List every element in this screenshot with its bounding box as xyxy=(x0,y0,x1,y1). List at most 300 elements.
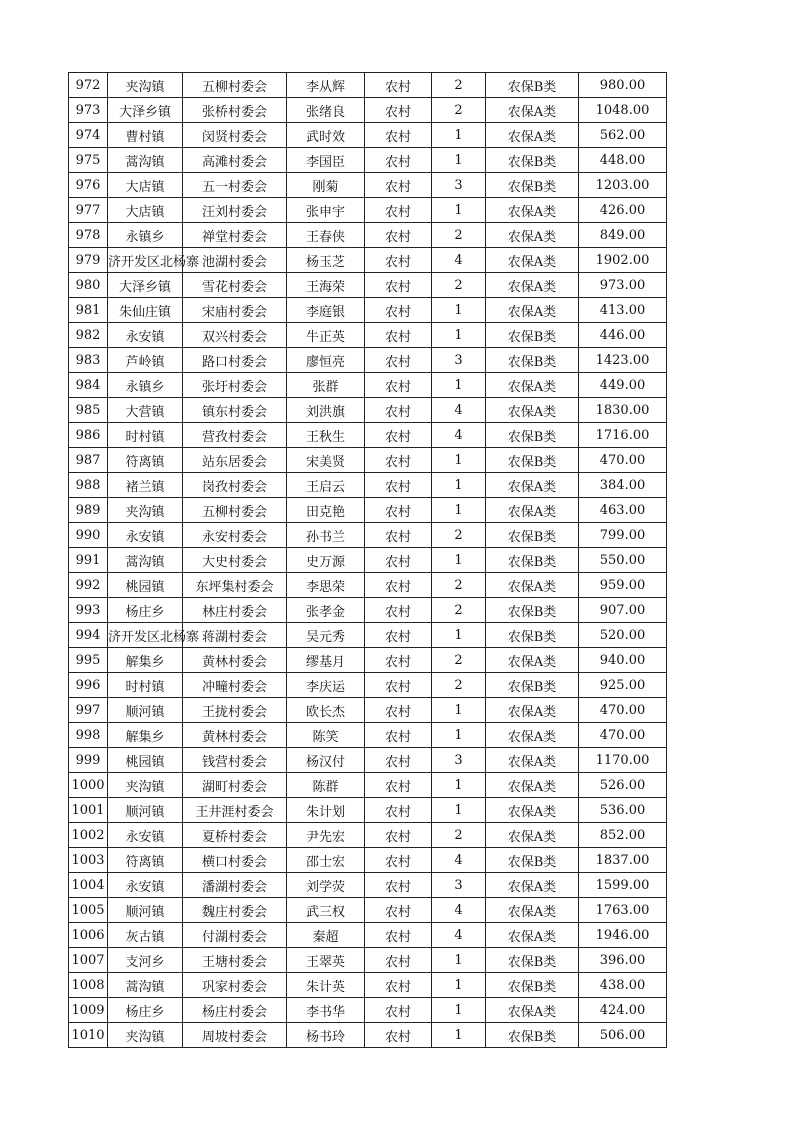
area-type-cell: 农村 xyxy=(365,373,432,398)
amount-cell: 1048.00 xyxy=(579,98,667,123)
household-size-cell: 1 xyxy=(432,698,486,723)
township-cell: 夹沟镇 xyxy=(108,73,183,98)
township-cell: 芦岭镇 xyxy=(108,348,183,373)
amount-cell: 1837.00 xyxy=(579,848,667,873)
table-row xyxy=(69,148,667,173)
insurance-category-cell: 农保A类 xyxy=(486,473,579,498)
area-type-cell: 农村 xyxy=(365,523,432,548)
insurance-category-cell: 农保A类 xyxy=(486,573,579,598)
row-number-cell: 972 xyxy=(69,73,108,98)
row-number-cell: 998 xyxy=(69,723,108,748)
household-size-cell: 1 xyxy=(432,998,486,1023)
row-number-cell: 1008 xyxy=(69,973,108,998)
township-cell: 永镇乡 xyxy=(108,373,183,398)
household-size-cell: 2 xyxy=(432,273,486,298)
area-type-cell: 农村 xyxy=(365,723,432,748)
person-name-cell: 李从辉 xyxy=(287,73,365,98)
amount-cell: 536.00 xyxy=(579,798,667,823)
table-row xyxy=(69,848,667,873)
roster-table xyxy=(68,72,667,1048)
insurance-category-cell: 农保B类 xyxy=(486,1023,579,1048)
household-size-cell: 1 xyxy=(432,1023,486,1048)
township-cell: 桃园镇 xyxy=(108,573,183,598)
person-name-cell: 杨书玲 xyxy=(287,1023,365,1048)
amount-cell: 973.00 xyxy=(579,273,667,298)
row-number-cell: 993 xyxy=(69,598,108,623)
township-cell: 曹村镇 xyxy=(108,123,183,148)
insurance-category-cell: 农保A类 xyxy=(486,898,579,923)
insurance-category-cell: 农保A类 xyxy=(486,373,579,398)
person-name-cell: 张群 xyxy=(287,373,365,398)
insurance-category-cell: 农保A类 xyxy=(486,823,579,848)
township-cell: 解集乡 xyxy=(108,723,183,748)
table-row xyxy=(69,548,667,573)
township-cell: 永安镇 xyxy=(108,873,183,898)
amount-cell: 526.00 xyxy=(579,773,667,798)
household-size-cell: 1 xyxy=(432,773,486,798)
amount-cell: 448.00 xyxy=(579,148,667,173)
row-number-cell: 973 xyxy=(69,98,108,123)
amount-cell: 1423.00 xyxy=(579,348,667,373)
household-size-cell: 3 xyxy=(432,748,486,773)
household-size-cell: 4 xyxy=(432,923,486,948)
township-cell: 夹沟镇 xyxy=(108,498,183,523)
insurance-category-cell: 农保A类 xyxy=(486,98,579,123)
row-number-cell: 996 xyxy=(69,673,108,698)
township-cell: 桃园镇 xyxy=(108,748,183,773)
township-cell: 济开发区北杨寨 xyxy=(108,623,183,648)
row-number-cell: 984 xyxy=(69,373,108,398)
table-row xyxy=(69,748,667,773)
amount-cell: 449.00 xyxy=(579,373,667,398)
township-cell: 杨庄乡 xyxy=(108,998,183,1023)
table-row xyxy=(69,598,667,623)
village-committee-cell: 杨庄村委会 xyxy=(183,998,287,1023)
insurance-category-cell: 农保B类 xyxy=(486,673,579,698)
person-name-cell: 王海荣 xyxy=(287,273,365,298)
table-row xyxy=(69,873,667,898)
household-size-cell: 1 xyxy=(432,298,486,323)
row-number-cell: 1001 xyxy=(69,798,108,823)
insurance-category-cell: 农保A类 xyxy=(486,248,579,273)
household-size-cell: 1 xyxy=(432,948,486,973)
household-size-cell: 4 xyxy=(432,848,486,873)
table-row xyxy=(69,348,667,373)
household-size-cell: 1 xyxy=(432,373,486,398)
person-name-cell: 王秋生 xyxy=(287,423,365,448)
person-name-cell: 王翠英 xyxy=(287,948,365,973)
village-committee-cell: 潘湖村委会 xyxy=(183,873,287,898)
roster-body xyxy=(69,73,667,1048)
village-committee-cell: 冲疃村委会 xyxy=(183,673,287,698)
amount-cell: 1946.00 xyxy=(579,923,667,948)
area-type-cell: 农村 xyxy=(365,923,432,948)
area-type-cell: 农村 xyxy=(365,798,432,823)
table-row xyxy=(69,698,667,723)
area-type-cell: 农村 xyxy=(365,173,432,198)
person-name-cell: 张申宇 xyxy=(287,198,365,223)
area-type-cell: 农村 xyxy=(365,323,432,348)
amount-cell: 438.00 xyxy=(579,973,667,998)
township-cell: 永安镇 xyxy=(108,823,183,848)
township-cell: 时村镇 xyxy=(108,423,183,448)
village-committee-cell: 王塘村委会 xyxy=(183,948,287,973)
village-committee-cell: 禅堂村委会 xyxy=(183,223,287,248)
row-number-cell: 979 xyxy=(69,248,108,273)
table-row xyxy=(69,473,667,498)
amount-cell: 506.00 xyxy=(579,1023,667,1048)
insurance-category-cell: 农保A类 xyxy=(486,698,579,723)
table-row xyxy=(69,323,667,348)
person-name-cell: 张孝金 xyxy=(287,598,365,623)
amount-cell: 562.00 xyxy=(579,123,667,148)
table-row xyxy=(69,523,667,548)
amount-cell: 384.00 xyxy=(579,473,667,498)
insurance-category-cell: 农保A类 xyxy=(486,298,579,323)
person-name-cell: 朱计划 xyxy=(287,798,365,823)
person-name-cell: 史万源 xyxy=(287,548,365,573)
row-number-cell: 991 xyxy=(69,548,108,573)
insurance-category-cell: 农保A类 xyxy=(486,748,579,773)
insurance-category-cell: 农保A类 xyxy=(486,998,579,1023)
village-committee-cell: 周坡村委会 xyxy=(183,1023,287,1048)
village-committee-cell: 岗孜村委会 xyxy=(183,473,287,498)
area-type-cell: 农村 xyxy=(365,273,432,298)
row-number-cell: 999 xyxy=(69,748,108,773)
village-committee-cell: 五柳村委会 xyxy=(183,73,287,98)
area-type-cell: 农村 xyxy=(365,148,432,173)
village-committee-cell: 黄林村委会 xyxy=(183,723,287,748)
amount-cell: 907.00 xyxy=(579,598,667,623)
person-name-cell: 缪基月 xyxy=(287,648,365,673)
insurance-category-cell: 农保B类 xyxy=(486,948,579,973)
table-row xyxy=(69,298,667,323)
village-committee-cell: 路口村委会 xyxy=(183,348,287,373)
village-committee-cell: 湖町村委会 xyxy=(183,773,287,798)
village-committee-cell: 永安村委会 xyxy=(183,523,287,548)
township-cell: 解集乡 xyxy=(108,648,183,673)
insurance-category-cell: 农保A类 xyxy=(486,648,579,673)
row-number-cell: 1002 xyxy=(69,823,108,848)
village-committee-cell: 魏庄村委会 xyxy=(183,898,287,923)
row-number-cell: 994 xyxy=(69,623,108,648)
person-name-cell: 尹先宏 xyxy=(287,823,365,848)
table-row xyxy=(69,373,667,398)
table-row xyxy=(69,673,667,698)
insurance-category-cell: 农保A类 xyxy=(486,873,579,898)
insurance-category-cell: 农保A类 xyxy=(486,923,579,948)
household-size-cell: 1 xyxy=(432,798,486,823)
insurance-category-cell: 农保B类 xyxy=(486,523,579,548)
township-cell: 时村镇 xyxy=(108,673,183,698)
person-name-cell: 邵士宏 xyxy=(287,848,365,873)
person-name-cell: 牛正英 xyxy=(287,323,365,348)
row-number-cell: 988 xyxy=(69,473,108,498)
village-committee-cell: 站东居委会 xyxy=(183,448,287,473)
household-size-cell: 2 xyxy=(432,598,486,623)
village-committee-cell: 双兴村委会 xyxy=(183,323,287,348)
table-row xyxy=(69,448,667,473)
area-type-cell: 农村 xyxy=(365,348,432,373)
row-number-cell: 1000 xyxy=(69,773,108,798)
table-row xyxy=(69,773,667,798)
area-type-cell: 农村 xyxy=(365,873,432,898)
household-size-cell: 2 xyxy=(432,73,486,98)
household-size-cell: 2 xyxy=(432,573,486,598)
insurance-category-cell: 农保B类 xyxy=(486,73,579,98)
area-type-cell: 农村 xyxy=(365,623,432,648)
village-committee-cell: 夏桥村委会 xyxy=(183,823,287,848)
table-row xyxy=(69,123,667,148)
township-cell: 顺河镇 xyxy=(108,698,183,723)
area-type-cell: 农村 xyxy=(365,423,432,448)
household-size-cell: 1 xyxy=(432,473,486,498)
village-committee-cell: 雪花村委会 xyxy=(183,273,287,298)
household-size-cell: 1 xyxy=(432,323,486,348)
household-size-cell: 4 xyxy=(432,423,486,448)
row-number-cell: 982 xyxy=(69,323,108,348)
village-committee-cell: 林庄村委会 xyxy=(183,598,287,623)
insurance-category-cell: 农保B类 xyxy=(486,973,579,998)
insurance-category-cell: 农保B类 xyxy=(486,348,579,373)
row-number-cell: 987 xyxy=(69,448,108,473)
township-cell: 蒿沟镇 xyxy=(108,548,183,573)
table-row xyxy=(69,648,667,673)
row-number-cell: 981 xyxy=(69,298,108,323)
village-committee-cell: 闵贤村委会 xyxy=(183,123,287,148)
village-committee-cell: 五一村委会 xyxy=(183,173,287,198)
township-cell: 济开发区北杨寨 xyxy=(108,248,183,273)
table-row xyxy=(69,98,667,123)
village-committee-cell: 张圩村委会 xyxy=(183,373,287,398)
person-name-cell: 刘洪旗 xyxy=(287,398,365,423)
amount-cell: 1763.00 xyxy=(579,898,667,923)
village-committee-cell: 五柳村委会 xyxy=(183,498,287,523)
row-number-cell: 995 xyxy=(69,648,108,673)
household-size-cell: 2 xyxy=(432,98,486,123)
row-number-cell: 1004 xyxy=(69,873,108,898)
person-name-cell: 武三权 xyxy=(287,898,365,923)
table-row xyxy=(69,398,667,423)
area-type-cell: 农村 xyxy=(365,673,432,698)
household-size-cell: 1 xyxy=(432,548,486,573)
area-type-cell: 农村 xyxy=(365,473,432,498)
area-type-cell: 农村 xyxy=(365,298,432,323)
table-row xyxy=(69,423,667,448)
amount-cell: 980.00 xyxy=(579,73,667,98)
area-type-cell: 农村 xyxy=(365,223,432,248)
household-size-cell: 3 xyxy=(432,348,486,373)
row-number-cell: 989 xyxy=(69,498,108,523)
person-name-cell: 李书华 xyxy=(287,998,365,1023)
household-size-cell: 2 xyxy=(432,223,486,248)
insurance-category-cell: 农保B类 xyxy=(486,173,579,198)
village-committee-cell: 营孜村委会 xyxy=(183,423,287,448)
village-committee-cell: 付湖村委会 xyxy=(183,923,287,948)
area-type-cell: 农村 xyxy=(365,448,432,473)
township-cell: 顺河镇 xyxy=(108,798,183,823)
amount-cell: 520.00 xyxy=(579,623,667,648)
table-row xyxy=(69,798,667,823)
household-size-cell: 4 xyxy=(432,248,486,273)
person-name-cell: 吴元秀 xyxy=(287,623,365,648)
amount-cell: 1599.00 xyxy=(579,873,667,898)
table-row xyxy=(69,248,667,273)
table-row xyxy=(69,973,667,998)
area-type-cell: 农村 xyxy=(365,398,432,423)
area-type-cell: 农村 xyxy=(365,73,432,98)
person-name-cell: 陈群 xyxy=(287,773,365,798)
insurance-category-cell: 农保B类 xyxy=(486,548,579,573)
area-type-cell: 农村 xyxy=(365,573,432,598)
household-size-cell: 1 xyxy=(432,448,486,473)
table-row xyxy=(69,198,667,223)
table-row xyxy=(69,223,667,248)
area-type-cell: 农村 xyxy=(365,998,432,1023)
amount-cell: 463.00 xyxy=(579,498,667,523)
row-number-cell: 980 xyxy=(69,273,108,298)
amount-cell: 1716.00 xyxy=(579,423,667,448)
person-name-cell: 田克艳 xyxy=(287,498,365,523)
township-cell: 褚兰镇 xyxy=(108,473,183,498)
village-committee-cell: 池湖村委会 xyxy=(183,248,287,273)
area-type-cell: 农村 xyxy=(365,748,432,773)
row-number-cell: 990 xyxy=(69,523,108,548)
row-number-cell: 986 xyxy=(69,423,108,448)
amount-cell: 1830.00 xyxy=(579,398,667,423)
area-type-cell: 农村 xyxy=(365,848,432,873)
insurance-category-cell: 农保A类 xyxy=(486,773,579,798)
amount-cell: 470.00 xyxy=(579,723,667,748)
area-type-cell: 农村 xyxy=(365,598,432,623)
township-cell: 杨庄乡 xyxy=(108,598,183,623)
table-row xyxy=(69,73,667,98)
household-size-cell: 2 xyxy=(432,673,486,698)
amount-cell: 550.00 xyxy=(579,548,667,573)
village-committee-cell: 蒋湖村委会 xyxy=(183,623,287,648)
township-cell: 顺河镇 xyxy=(108,898,183,923)
amount-cell: 396.00 xyxy=(579,948,667,973)
row-number-cell: 976 xyxy=(69,173,108,198)
table-row xyxy=(69,948,667,973)
table-row xyxy=(69,898,667,923)
row-number-cell: 1006 xyxy=(69,923,108,948)
amount-cell: 470.00 xyxy=(579,698,667,723)
person-name-cell: 李庆运 xyxy=(287,673,365,698)
table-row xyxy=(69,823,667,848)
amount-cell: 470.00 xyxy=(579,448,667,473)
area-type-cell: 农村 xyxy=(365,248,432,273)
township-cell: 大泽乡镇 xyxy=(108,273,183,298)
village-committee-cell: 横口村委会 xyxy=(183,848,287,873)
person-name-cell: 杨玉芝 xyxy=(287,248,365,273)
row-number-cell: 1005 xyxy=(69,898,108,923)
insurance-category-cell: 农保A类 xyxy=(486,198,579,223)
row-number-cell: 1010 xyxy=(69,1023,108,1048)
row-number-cell: 1009 xyxy=(69,998,108,1023)
area-type-cell: 农村 xyxy=(365,973,432,998)
insurance-category-cell: 农保A类 xyxy=(486,123,579,148)
household-size-cell: 2 xyxy=(432,523,486,548)
table-row xyxy=(69,723,667,748)
village-committee-cell: 镇东村委会 xyxy=(183,398,287,423)
person-name-cell: 武时效 xyxy=(287,123,365,148)
table-row xyxy=(69,623,667,648)
table-row xyxy=(69,573,667,598)
area-type-cell: 农村 xyxy=(365,698,432,723)
village-committee-cell: 宋庙村委会 xyxy=(183,298,287,323)
row-number-cell: 983 xyxy=(69,348,108,373)
person-name-cell: 李国臣 xyxy=(287,148,365,173)
household-size-cell: 1 xyxy=(432,723,486,748)
township-cell: 朱仙庄镇 xyxy=(108,298,183,323)
person-name-cell: 陈笑 xyxy=(287,723,365,748)
table-row xyxy=(69,498,667,523)
area-type-cell: 农村 xyxy=(365,98,432,123)
insurance-category-cell: 农保B类 xyxy=(486,148,579,173)
person-name-cell: 李思荣 xyxy=(287,573,365,598)
township-cell: 符离镇 xyxy=(108,448,183,473)
household-size-cell: 4 xyxy=(432,398,486,423)
person-name-cell: 张绪良 xyxy=(287,98,365,123)
area-type-cell: 农村 xyxy=(365,823,432,848)
village-committee-cell: 王拢村委会 xyxy=(183,698,287,723)
amount-cell: 413.00 xyxy=(579,298,667,323)
household-size-cell: 4 xyxy=(432,898,486,923)
table-row xyxy=(69,173,667,198)
township-cell: 夹沟镇 xyxy=(108,1023,183,1048)
person-name-cell: 廖恒亮 xyxy=(287,348,365,373)
row-number-cell: 992 xyxy=(69,573,108,598)
area-type-cell: 农村 xyxy=(365,198,432,223)
amount-cell: 849.00 xyxy=(579,223,667,248)
area-type-cell: 农村 xyxy=(365,898,432,923)
village-committee-cell: 东坪集村委会 xyxy=(183,573,287,598)
township-cell: 大泽乡镇 xyxy=(108,98,183,123)
amount-cell: 426.00 xyxy=(579,198,667,223)
row-number-cell: 985 xyxy=(69,398,108,423)
insurance-category-cell: 农保B类 xyxy=(486,623,579,648)
amount-cell: 424.00 xyxy=(579,998,667,1023)
household-size-cell: 1 xyxy=(432,498,486,523)
area-type-cell: 农村 xyxy=(365,773,432,798)
township-cell: 大营镇 xyxy=(108,398,183,423)
row-number-cell: 997 xyxy=(69,698,108,723)
insurance-category-cell: 农保A类 xyxy=(486,723,579,748)
person-name-cell: 王春侠 xyxy=(287,223,365,248)
township-cell: 支河乡 xyxy=(108,948,183,973)
household-size-cell: 1 xyxy=(432,123,486,148)
insurance-category-cell: 农保A类 xyxy=(486,223,579,248)
household-size-cell: 3 xyxy=(432,873,486,898)
person-name-cell: 朱计英 xyxy=(287,973,365,998)
area-type-cell: 农村 xyxy=(365,123,432,148)
person-name-cell: 孙书兰 xyxy=(287,523,365,548)
township-cell: 永安镇 xyxy=(108,323,183,348)
row-number-cell: 978 xyxy=(69,223,108,248)
village-committee-cell: 大史村委会 xyxy=(183,548,287,573)
person-name-cell: 李庭银 xyxy=(287,298,365,323)
insurance-category-cell: 农保A类 xyxy=(486,273,579,298)
village-committee-cell: 汪刘村委会 xyxy=(183,198,287,223)
insurance-category-cell: 农保A类 xyxy=(486,398,579,423)
township-cell: 符离镇 xyxy=(108,848,183,873)
amount-cell: 1902.00 xyxy=(579,248,667,273)
household-size-cell: 3 xyxy=(432,173,486,198)
insurance-category-cell: 农保B类 xyxy=(486,448,579,473)
table-row xyxy=(69,923,667,948)
area-type-cell: 农村 xyxy=(365,548,432,573)
